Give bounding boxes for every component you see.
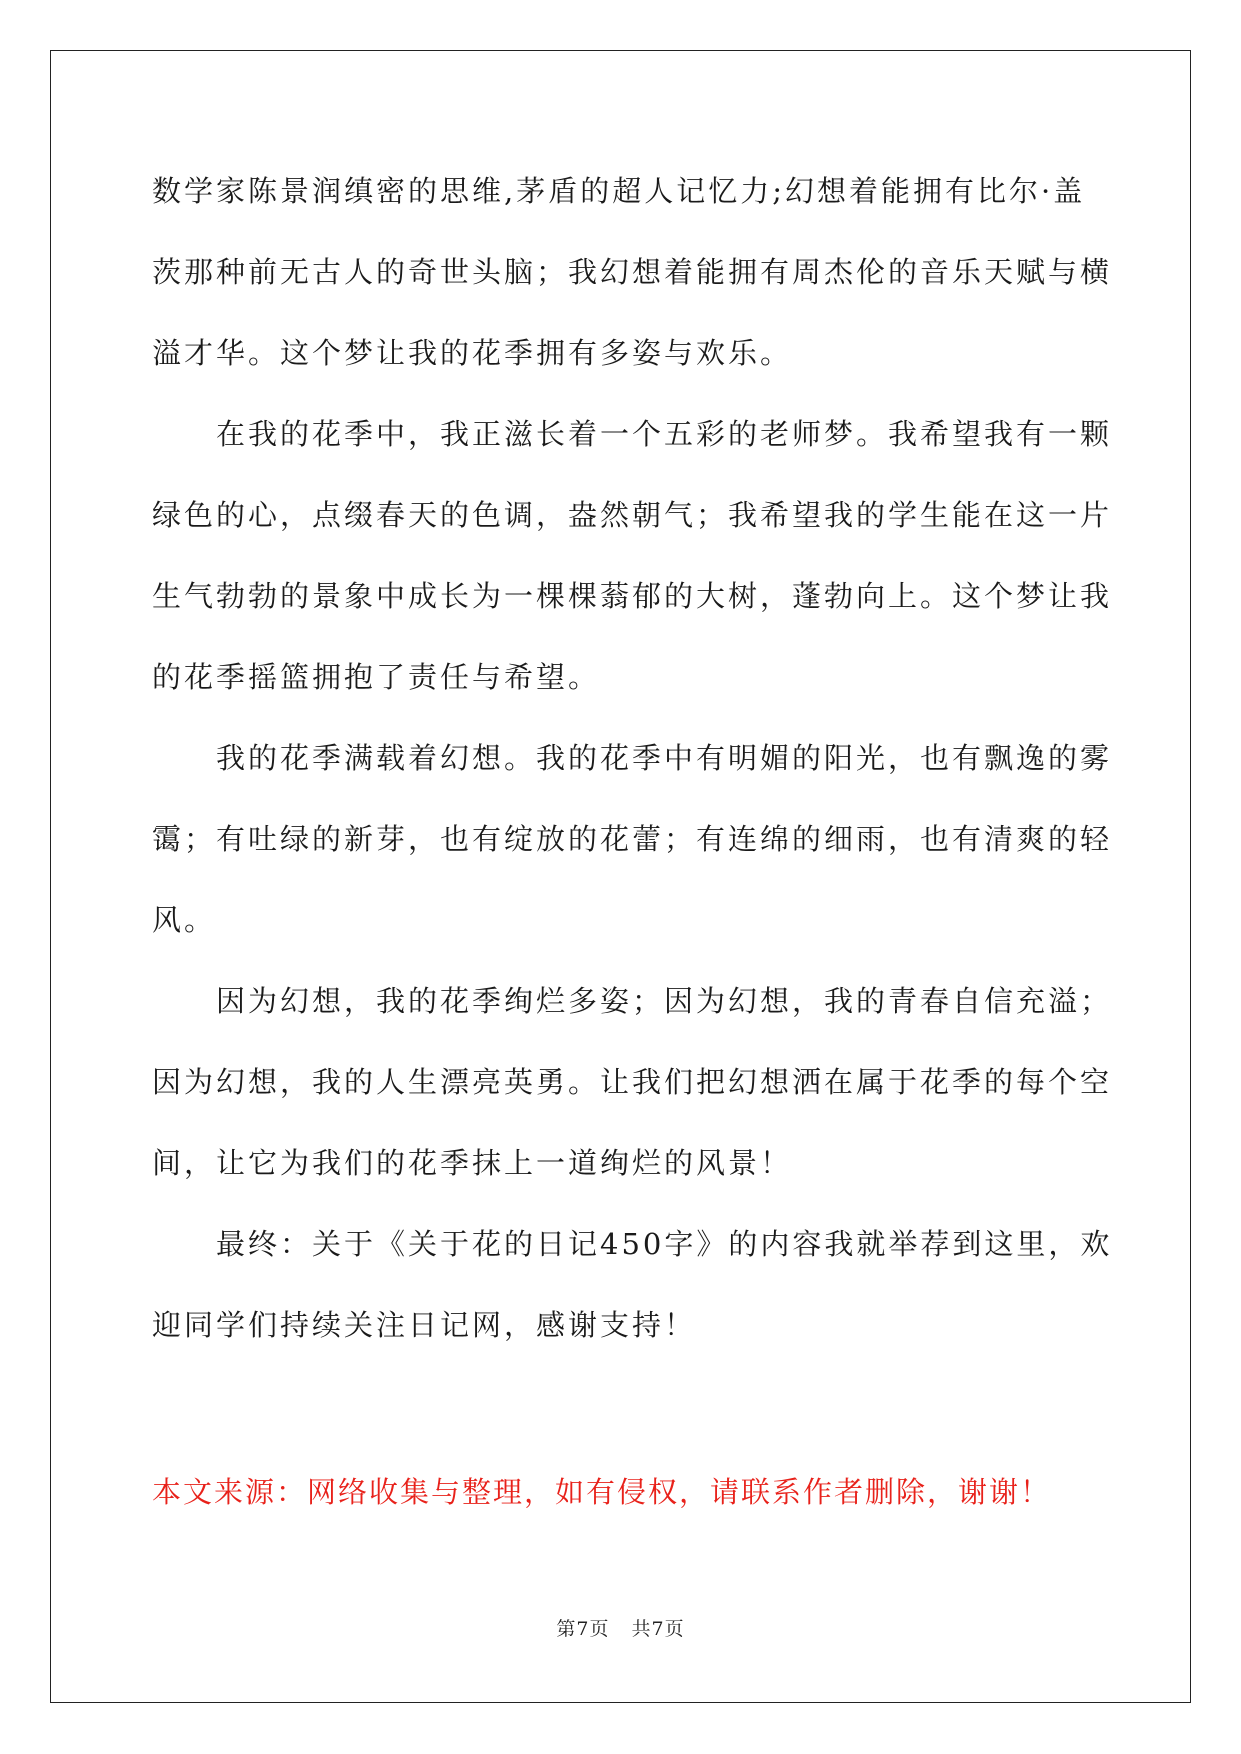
page-number-current: 第7页 [556, 1618, 610, 1640]
text-line: 因为幻想，我的人生漂亮英勇。让我们把幻想洒在属于花季的每个空 [152, 1065, 1113, 1099]
text-line: 风。 [152, 903, 217, 937]
document-body [152, 162, 1113, 1377]
text-line: 茨那种前无古人的奇世头脑；我幻想着能拥有周杰伦的音乐天赋与横 [152, 255, 1113, 289]
text-line: 绿色的心，点缀春天的色调，盎然朝气；我希望我的学生能在这一片 [152, 498, 1113, 532]
source-note: 本文来源：网络收集与整理，如有侵权，请联系作者删除，谢谢！ [152, 1475, 1052, 1509]
text-line: 因为幻想，我的花季绚烂多姿；因为幻想，我的青春自信充溢； [152, 984, 1113, 1018]
text-line: 我的花季满载着幻想。我的花季中有明媚的阳光，也有飘逸的雾 [152, 741, 1113, 775]
page-footer [0, 1614, 1241, 1641]
page-number-total: 共7页 [631, 1618, 685, 1640]
text-line: 间，让它为我们的花季抹上一道绚烂的风景！ [152, 1146, 793, 1180]
text-line: 在我的花季中，我正滋长着一个五彩的老师梦。我希望我有一颗 [152, 417, 1113, 451]
text-line: 最终：关于《关于花的日记450字》的内容我就举荐到这里，欢 [152, 1227, 1113, 1261]
text-line: 迎同学们持续关注日记网，感谢支持！ [152, 1308, 697, 1342]
text-line: 的花季摇篮拥抱了责任与希望。 [152, 660, 601, 694]
text-line: 生气勃勃的景象中成长为一棵棵蓊郁的大树，蓬勃向上。这个梦让我 [152, 579, 1113, 613]
text-line: 溢才华。这个梦让我的花季拥有多姿与欢乐。 [152, 336, 793, 370]
text-line: 霭；有吐绿的新芽，也有绽放的花蕾；有连绵的细雨，也有清爽的轻 [152, 822, 1113, 856]
text-line: 数学家陈景润缜密的思维,茅盾的超人记忆力;幻想着能拥有比尔·盖 [152, 174, 1086, 208]
